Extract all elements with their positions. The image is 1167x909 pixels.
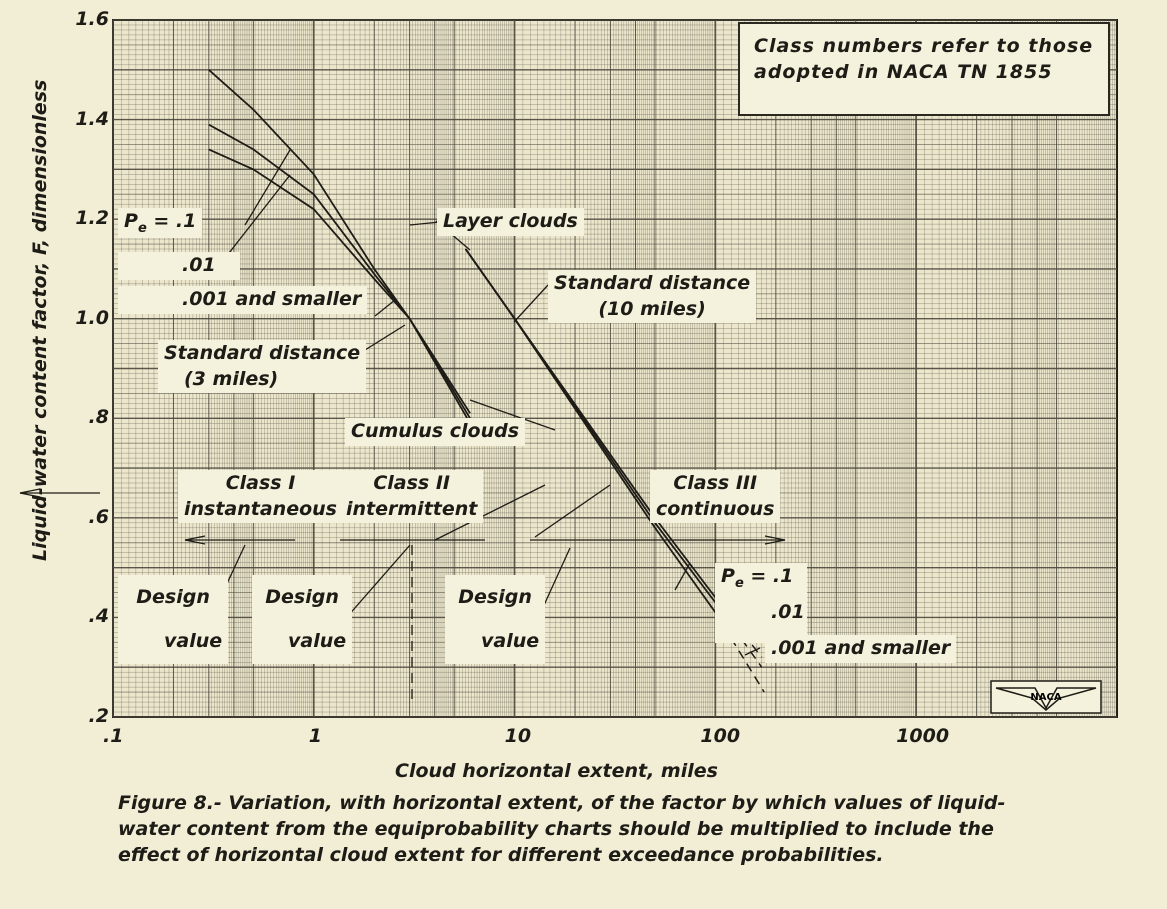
- y-tick-label: .8: [88, 406, 109, 429]
- pe-001: .001 and smaller: [182, 288, 362, 310]
- figure-caption: [118, 790, 1058, 869]
- class-3-label: [650, 470, 780, 523]
- cumulus-01-label: [118, 252, 240, 280]
- class2-sub: intermittent: [346, 497, 478, 520]
- pe-symbol: P: [721, 565, 735, 587]
- layer-001-label: .001 and smaller: [765, 635, 956, 663]
- class-1-label: [178, 470, 343, 523]
- pe-01: .01: [771, 601, 805, 624]
- x-tick-label: 1: [308, 725, 323, 747]
- class3-title: Class III: [673, 472, 758, 494]
- value-text: value: [481, 629, 540, 652]
- cumulus-clouds-label: Cumulus clouds: [345, 418, 525, 446]
- design-value-2: [252, 575, 352, 664]
- cumulus-pe-label: [118, 208, 202, 238]
- class1-sub: instantaneous: [184, 497, 337, 520]
- y-tick-label: .4: [88, 605, 109, 628]
- std10-line1: Standard distance: [554, 272, 751, 294]
- y-axis-label: Liquid-water content factor, F, dimensionless: [29, 79, 51, 561]
- pe-subscript: e: [137, 220, 147, 236]
- y-tick-label: .6: [88, 505, 109, 528]
- class-2-label: [340, 470, 483, 523]
- std10-line2: (10 miles): [598, 297, 706, 320]
- naca-logo-text: NACA: [1030, 692, 1062, 703]
- pe-value: = .1: [743, 565, 794, 587]
- design-value-3: [445, 575, 545, 664]
- design-value-1: [118, 575, 228, 664]
- class-numbers-note: [738, 22, 1110, 116]
- pe-01: .01: [182, 254, 216, 276]
- x-tick-label: 10: [504, 725, 532, 747]
- y-tick-label: 1.2: [75, 207, 109, 230]
- y-tick-label: 1.0: [75, 306, 109, 329]
- std3-line2: (3 miles): [184, 367, 279, 390]
- caption-text: Figure 8.- Variation, with horizontal extent, of the factor by which values of liquid-water content from the equiprobability charts should be multiplied to include the effect of horizontal cloud extent for different exceedance probabilities.: [118, 792, 1006, 867]
- pe-value: = .1: [146, 210, 197, 232]
- y-tick-label: 1.4: [75, 107, 109, 130]
- value-text: value: [288, 629, 347, 652]
- standard-distance-10-label: [548, 270, 756, 323]
- class1-title: Class I: [225, 472, 296, 494]
- y-tick-label: 1.6: [75, 8, 109, 30]
- x-axis-label: Cloud horizontal extent, miles: [395, 760, 718, 782]
- layer-clouds-label: Layer clouds: [437, 208, 584, 236]
- layer-pe-label: [715, 563, 807, 643]
- value-text: value: [164, 629, 223, 652]
- standard-distance-3-label: [158, 340, 366, 393]
- x-tick-label: .1: [103, 725, 124, 747]
- note-line-2: adopted in NACA TN 1855: [754, 60, 1053, 83]
- pe-symbol: P: [124, 210, 138, 232]
- design-text: Design: [458, 586, 532, 608]
- x-tick-label: 1000: [896, 725, 950, 747]
- x-tick-label: 100: [700, 725, 741, 747]
- std3-line1: Standard distance: [164, 342, 361, 364]
- cumulus-001-label: [118, 286, 367, 314]
- design-text: Design: [265, 586, 339, 608]
- design-text: Design: [136, 586, 210, 608]
- naca-logo: [990, 680, 1102, 714]
- note-line-1: Class numbers refer to those: [754, 35, 1094, 57]
- y-tick-label: .2: [88, 705, 109, 727]
- class2-title: Class II: [373, 472, 450, 494]
- pe-subscript: e: [734, 575, 744, 591]
- class3-sub: continuous: [656, 497, 775, 520]
